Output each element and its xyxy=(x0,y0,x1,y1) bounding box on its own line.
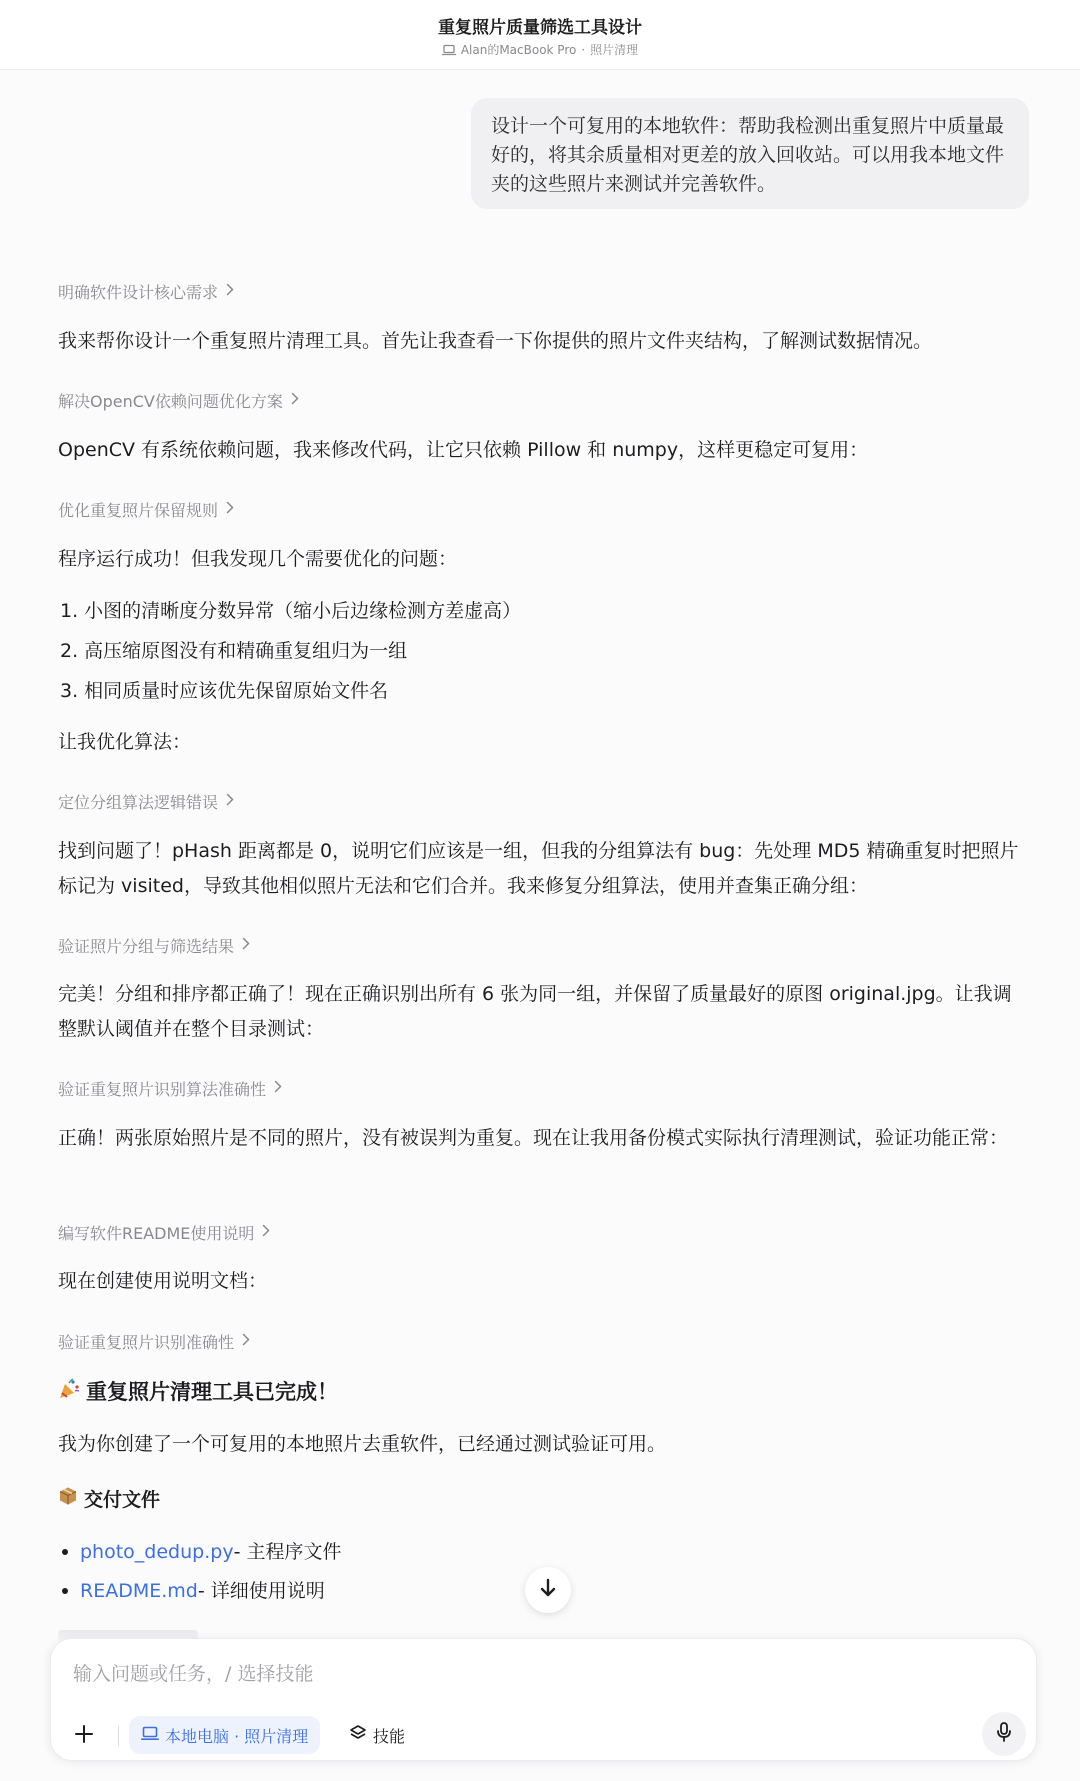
done-heading xyxy=(58,1376,338,1406)
plus-icon xyxy=(74,1724,94,1748)
voice-input-button[interactable] xyxy=(982,1712,1026,1756)
step-toggle[interactable] xyxy=(58,498,234,521)
chevron-right-icon xyxy=(226,283,234,300)
scroll-to-bottom-button[interactable] xyxy=(525,1567,571,1613)
list-item: 3. 相同质量时应该优先保留原始文件名 xyxy=(60,680,389,702)
step-toggle[interactable] xyxy=(58,1077,282,1100)
chevron-right-icon xyxy=(242,1333,250,1350)
chevron-right-icon xyxy=(291,392,299,409)
step-toggle[interactable] xyxy=(58,934,250,957)
step-toggle[interactable] xyxy=(58,790,234,813)
step-label: 优化重复照片保留规则 xyxy=(58,501,219,520)
step-toggle[interactable] xyxy=(58,280,234,303)
device-name: Alan的MacBook Pro xyxy=(460,43,577,57)
laptop-icon xyxy=(442,44,456,56)
bullet xyxy=(62,1588,68,1594)
layers-icon xyxy=(349,1724,367,1746)
list-item xyxy=(62,1576,325,1606)
skills-button[interactable] xyxy=(349,1716,405,1754)
folder-name: 照片清理 xyxy=(590,43,639,57)
deliverables-heading xyxy=(58,1485,160,1512)
chevron-right-icon xyxy=(262,1224,270,1241)
file-link-photo-dedup[interactable]: photo_dedup.py xyxy=(80,1541,234,1563)
add-attachment-button[interactable] xyxy=(71,1723,97,1749)
chat-header xyxy=(0,0,1080,70)
chevron-right-icon xyxy=(226,793,234,810)
deliverables-heading-text: 交付文件 xyxy=(84,1489,161,1511)
user-message-bubble: 设计一个可复用的本地软件：帮助我检测出重复照片中质量最好的，将其余质量相对更差的放入回收站。可以用我本地文件夹的这些照片来测试并完善软件。 xyxy=(471,98,1029,209)
divider xyxy=(118,1726,119,1746)
arrow-down-icon xyxy=(539,1578,557,1602)
package-icon xyxy=(58,1486,78,1511)
step-toggle[interactable] xyxy=(58,1221,270,1244)
subtitle-separator: · xyxy=(581,42,586,57)
step-label: 解决OpenCV依赖问题优化方案 xyxy=(58,392,283,411)
assistant-paragraph: 程序运行成功！但我发现几个需要优化的问题： xyxy=(58,548,458,570)
party-popper-icon xyxy=(58,1378,80,1405)
bullet xyxy=(62,1549,68,1555)
message-composer xyxy=(50,1638,1037,1761)
list-item: 1. 小图的清晰度分数异常（缩小后边缘检测方差虚高） xyxy=(60,600,522,622)
file-description: - 详细使用说明 xyxy=(197,1580,325,1602)
assistant-paragraph: 让我优化算法： xyxy=(58,731,192,753)
assistant-paragraph: 我为你创建了一个可复用的本地照片去重软件，已经通过测试验证可用。 xyxy=(58,1433,667,1455)
file-link-readme[interactable]: README.md xyxy=(80,1580,198,1602)
step-label: 编写软件README使用说明 xyxy=(58,1224,255,1243)
assistant-paragraph: 找到问题了！pHash 距离都是 0，说明它们应该是一组，但我的分组算法有 bug：先处理 MD5 精确重复时把照片标记为 visited，导致其他相似照片无法和它们合并。我来修复分组算法，使用并查集正确分组： xyxy=(58,840,1019,897)
list-item xyxy=(62,1537,341,1567)
step-label: 明确软件设计核心需求 xyxy=(58,283,219,302)
assistant-paragraph: 我来帮你设计一个重复照片清理工具。首先让我查看一下你提供的照片文件夹结构，了解测试数据情况。 xyxy=(58,330,933,352)
page-title: 重复照片质量筛选工具设计 xyxy=(438,18,642,38)
workspace-chip[interactable] xyxy=(129,1716,320,1754)
step-label: 验证照片分组与筛选结果 xyxy=(58,937,235,956)
header-subtitle xyxy=(0,41,1080,58)
assistant-paragraph: 完美！分组和排序都正确了！现在正确识别出所有 6 张为同一组，并保留了质量最好的原图 original.jpg。让我调整默认阈值并在整个目录测试： xyxy=(58,983,1012,1040)
chevron-right-icon xyxy=(274,1080,282,1097)
assistant-paragraph: 正确！两张原始照片是不同的照片，没有被误判为重复。现在让我用备份模式实际执行清理测试，验证功能正常： xyxy=(58,1127,1009,1149)
chevron-right-icon xyxy=(242,937,250,954)
done-heading-text: 重复照片清理工具已完成！ xyxy=(86,1380,338,1404)
file-description: - 主程序文件 xyxy=(233,1541,342,1563)
microphone-icon xyxy=(995,1721,1013,1747)
step-label: 验证重复照片识别算法准确性 xyxy=(58,1080,267,1099)
chevron-right-icon xyxy=(226,501,234,518)
list-item: 2. 高压缩原图没有和精确重复组归为一组 xyxy=(60,640,408,662)
step-label: 定位分组算法逻辑错误 xyxy=(58,793,219,812)
step-label: 验证重复照片识别准确性 xyxy=(58,1333,235,1352)
step-toggle[interactable] xyxy=(58,389,299,412)
workspace-chip-label: 本地电脑 · 照片清理 xyxy=(165,1726,309,1746)
assistant-paragraph: OpenCV 有系统依赖问题，我来修改代码，让它只依赖 Pillow 和 numpy，这样更稳定可复用： xyxy=(58,439,869,461)
step-toggle[interactable] xyxy=(58,1330,250,1353)
assistant-paragraph: 现在创建使用说明文档： xyxy=(58,1270,268,1292)
skills-label: 技能 xyxy=(373,1726,406,1746)
message-input[interactable] xyxy=(73,1659,993,1689)
laptop-icon xyxy=(141,1726,159,1745)
